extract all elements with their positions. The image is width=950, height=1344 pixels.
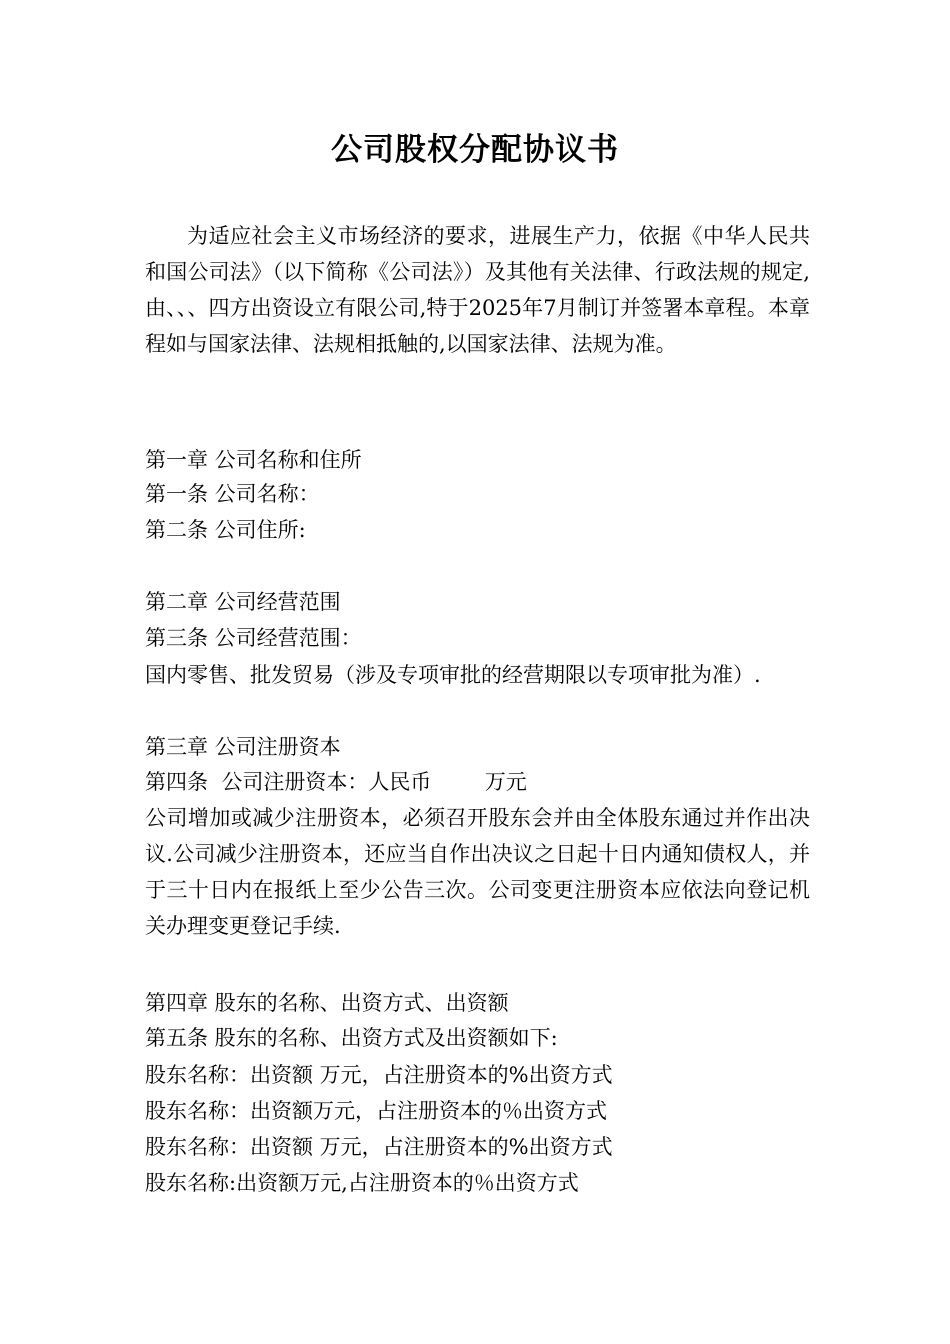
article-4: 第四条 公司注册资本：人民币 万元 [145,770,527,794]
article-5: 第五条 股东的名称、出资方式及出资额如下: [145,1026,558,1050]
capital-change-paragraph: 公司增加或减少注册资本，必须召开股东会并由全体股东通过并作出决议.公司减少注册资本，还应当自作出决议之日起十日内通知债权人，并于三十日内在报纸上至少公告三次。公司变更注册资本应依法向登记机关办理变更登记手续. [145,806,810,938]
business-scope: 国内零售、批发贸易（涉及专项审批的经营期限以专项审批为准）. [145,663,761,687]
chapter-1-heading: 第一章 公司名称和住所 [145,448,362,472]
shareholder-line: 股东名称：出资额 万元，占注册资本的%出资方式 [145,1135,613,1159]
intro-section [145,218,810,362]
shareholder-line: 股东名称：出资额 万元，占注册资本的%出资方式 [145,1063,613,1087]
intro-paragraph: 为适应社会主义市场经济的要求，进展生产力，依据《中华人民共和国公司法》（以下简称《公司法》）及其他有关法律、行政法规的规定,由、、、四方出资设立有限公司,特于2025年7月制订并签署本章程。本章程如与国家法律、法规相抵触的,以国家法律、法规为准。 [145,224,810,356]
shareholder-line: 股东名称：出资额万元，占注册资本的％出资方式 [145,1099,607,1123]
document-title: 公司股权分配协议书 [331,132,619,168]
chapter-3-heading: 第三章 公司注册资本 [145,735,341,759]
article-2: 第二条 公司住所: [145,518,306,542]
article-3: 第三条 公司经营范围： [145,626,362,650]
chapter-4-heading: 第四章 股东的名称、出资方式、出资额 [145,991,509,1015]
article-1: 第一条 公司名称： [145,482,320,506]
shareholder-line: 股东名称:出资额万元,占注册资本的％出资方式 [145,1171,579,1195]
chapter-2-heading: 第二章 公司经营范围 [145,590,341,614]
